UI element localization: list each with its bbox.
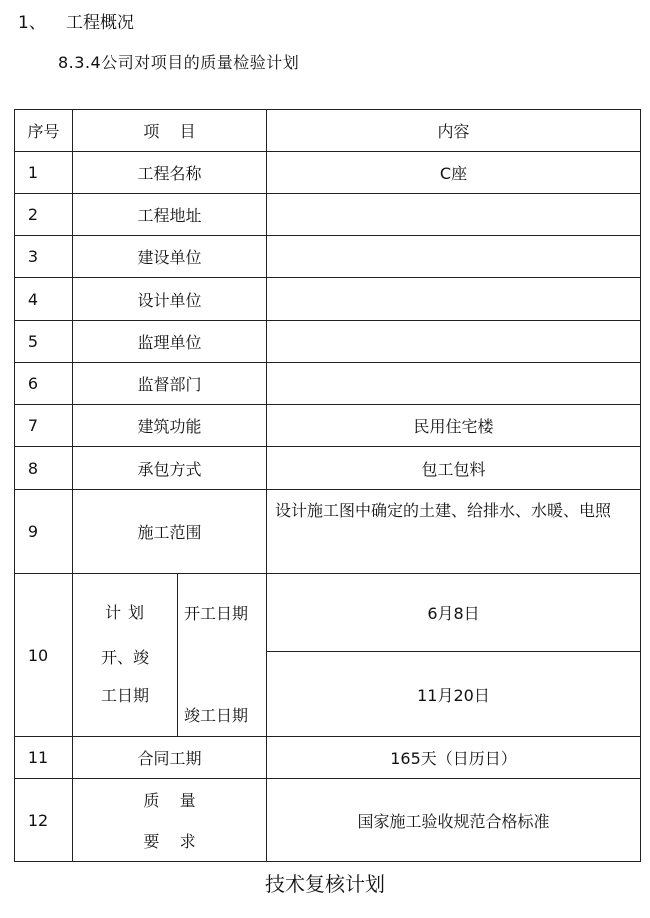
row-item: 工程名称 (137, 164, 202, 183)
row-seq: 6 (27, 374, 39, 393)
start-date-value: 6月8日 (427, 604, 480, 623)
row-seq: 8 (27, 458, 39, 478)
section-number: 1、 (18, 13, 46, 33)
start-date-label: 开工日期 (184, 604, 249, 623)
end-date-label: 竣工日期 (184, 706, 249, 725)
quality-label-1: 质 量 (143, 791, 196, 810)
row-seq: 11 (27, 748, 49, 767)
row-seq: 4 (27, 289, 39, 309)
row-seq: 1 (27, 163, 39, 182)
row-content (267, 363, 640, 404)
row-item: 合同工期 (137, 749, 202, 768)
row-seq: 9 (27, 522, 39, 541)
row-item: 工程地址 (137, 206, 202, 225)
row-seq: 10 (27, 645, 49, 665)
row-item: 监督部门 (137, 375, 202, 394)
row-content (267, 278, 640, 320)
date-group-label-1: 计 划 (104, 603, 146, 622)
row-seq: 7 (27, 416, 39, 435)
row-content (267, 236, 640, 277)
row-item: 建筑功能 (137, 417, 202, 436)
row-content: 165天（日历日） (390, 749, 517, 768)
quality-label-2: 要 求 (143, 832, 196, 851)
row-item: 监理单位 (137, 333, 202, 352)
row-item: 施工范围 (137, 523, 202, 542)
date-group-label-2: 开、竣 (100, 648, 149, 667)
header-content: 内容 (437, 122, 470, 141)
sub-heading: 8.3.4公司对项目的质量检验计划 (58, 53, 300, 72)
row-item: 承包方式 (137, 459, 202, 479)
header-item: 项 目 (143, 122, 196, 141)
row-content: 设计施工图中确定的土建、给排水、水暖、电照 (275, 501, 612, 520)
section-title: 工程概况 (66, 13, 134, 33)
row-content: C座 (439, 164, 468, 183)
row-item: 建设单位 (137, 248, 202, 267)
row-content: 国家施工验收规范合格标准 (357, 811, 550, 831)
header-seq: 序号 (27, 122, 60, 141)
row-seq: 2 (27, 205, 39, 224)
row-item: 设计单位 (137, 290, 202, 310)
end-date-value: 11月20日 (417, 685, 490, 705)
row-seq: 12 (27, 810, 49, 830)
row-content: 包工包料 (421, 459, 486, 479)
row-content (267, 321, 640, 362)
row-seq: 3 (27, 247, 39, 266)
row-content: 民用住宅楼 (413, 417, 494, 436)
date-group-label-3: 工日期 (100, 686, 149, 705)
row-content (267, 194, 640, 235)
row-seq: 5 (27, 332, 39, 351)
footer-title: 技术复核计划 (265, 872, 385, 896)
